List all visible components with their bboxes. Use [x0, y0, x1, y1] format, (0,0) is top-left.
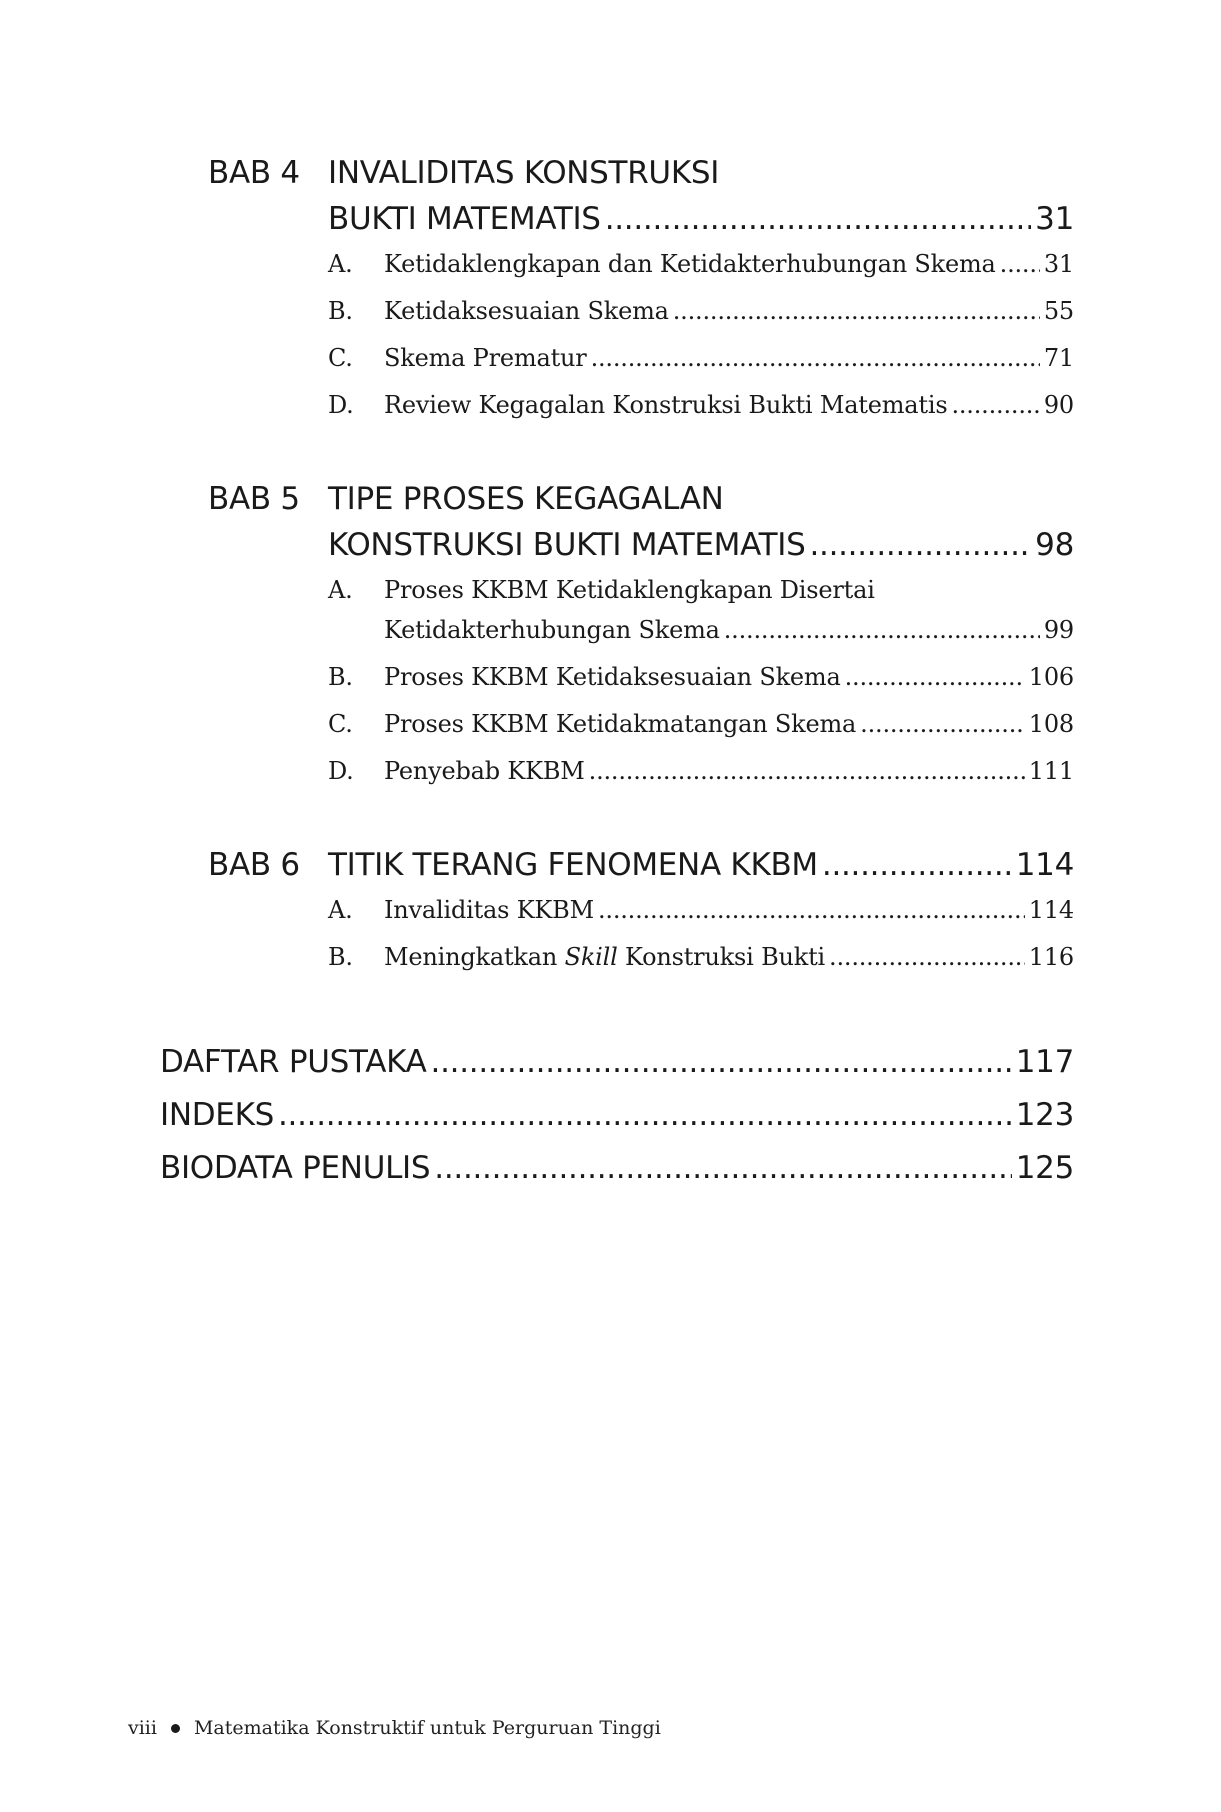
dot-leader: [724, 610, 1040, 650]
chapter-heading: [208, 150, 1074, 242]
section-entry: [328, 291, 1074, 331]
page-number: 90: [1043, 391, 1074, 419]
section-entry: [328, 657, 1074, 697]
page-number: 106: [1028, 663, 1074, 691]
page-number: 114: [1015, 847, 1074, 883]
dot-leader: [845, 657, 1025, 697]
section-title-entry: [384, 610, 1074, 650]
section-title: Ketidaksesuaian Skema: [384, 297, 669, 325]
chapter-title-line: KONSTRUKSI BUKTI MATEMATIS: [328, 527, 806, 563]
dot-leader: [673, 291, 1040, 331]
chapter-title: [328, 476, 1074, 568]
section-title-line: Proses KKBM Ketidaklengkapan Disertai: [384, 576, 875, 604]
bullet-icon: [171, 1724, 180, 1733]
page-number: 98: [1035, 527, 1074, 563]
chapter-bab-4: [208, 150, 1074, 425]
section-entry: [328, 570, 1074, 650]
chapter-title-entry: [328, 842, 1074, 888]
back-matter-title: DAFTAR PUSTAKA: [160, 1044, 427, 1080]
back-matter-list: [160, 1036, 1074, 1195]
section-title: [384, 937, 825, 977]
page-number: 55: [1043, 297, 1074, 325]
section-body: [384, 338, 1074, 378]
section-title-part: Meningkatkan: [384, 943, 565, 971]
section-title: Ketidaklengkapan dan Ketidakterhubungan Skema: [384, 250, 996, 278]
section-list: [208, 244, 1074, 425]
section-body: [384, 657, 1074, 697]
dot-leader: [589, 751, 1025, 791]
dot-leader: [860, 704, 1025, 744]
back-matter-title: BIODATA PENULIS: [160, 1150, 431, 1186]
section-title: Invaliditas KKBM: [384, 896, 594, 924]
section-body: [384, 890, 1074, 930]
dot-leader: [431, 1036, 1012, 1089]
section-letter: C.: [328, 344, 353, 372]
section-title: Ketidakterhubungan Skema: [384, 616, 720, 644]
chapter-number: BAB 5: [208, 481, 300, 517]
chapter-number: BAB 6: [208, 847, 300, 883]
dot-leader: [591, 338, 1040, 378]
section-body: [384, 751, 1074, 791]
chapter-title-line: INVALIDITAS KONSTRUKSI: [328, 155, 720, 191]
section-letter: A.: [328, 576, 353, 604]
chapter-title-entry: [328, 196, 1074, 242]
footer-book-title: Matematika Konstruktif untuk Perguruan Tinggi: [193, 1717, 661, 1739]
section-letter: A.: [328, 896, 353, 924]
chapter-title-line: TIPE PROSES KEGAGALAN: [328, 481, 724, 517]
chapter-title-entry: [328, 522, 1074, 568]
back-matter-title: INDEKS: [160, 1097, 274, 1133]
dot-leader: [822, 842, 1012, 888]
page-number: 31: [1035, 201, 1074, 237]
section-title: Penyebab KKBM: [384, 757, 585, 785]
section-title: Proses KKBM Ketidakmatangan Skema: [384, 710, 857, 738]
page-number: 114: [1028, 896, 1074, 924]
chapter-title: [328, 150, 1074, 242]
page-number: 31: [1043, 250, 1074, 278]
back-matter-entry: [160, 1036, 1074, 1089]
section-entry: [328, 704, 1074, 744]
section-body: [384, 937, 1074, 977]
chapter-title-line: TITIK TERANG FENOMENA KKBM: [328, 847, 818, 883]
chapter-title-line: BUKTI MATEMATIS: [328, 201, 601, 237]
page-number: 108: [1028, 710, 1074, 738]
chapter-heading: [208, 842, 1074, 888]
dot-leader: [951, 385, 1039, 425]
dot-leader: [809, 522, 1031, 568]
section-entry: [328, 338, 1074, 378]
section-body: [384, 570, 1074, 650]
page-number: 111: [1028, 757, 1074, 785]
section-body: [384, 385, 1074, 425]
section-body: [384, 291, 1074, 331]
section-letter: D.: [328, 391, 354, 419]
page-number: 116: [1028, 943, 1074, 971]
section-body: [384, 244, 1074, 284]
page-number: 117: [1015, 1044, 1074, 1080]
page-footer: [128, 1717, 661, 1739]
back-matter-entry: [160, 1142, 1074, 1195]
dot-leader: [1000, 244, 1040, 284]
dot-leader: [605, 196, 1031, 242]
section-title: Skema Prematur: [384, 344, 587, 372]
section-entry: [328, 937, 1074, 977]
section-body: [384, 704, 1074, 744]
dot-leader: [829, 937, 1025, 977]
page-number: 99: [1043, 616, 1074, 644]
section-title: Proses KKBM Ketidaksesuaian Skema: [384, 663, 841, 691]
section-entry: [328, 890, 1074, 930]
section-letter: D.: [328, 757, 354, 785]
section-letter: B.: [328, 297, 353, 325]
dot-leader: [434, 1142, 1011, 1195]
footer-page-number: viii: [128, 1717, 157, 1739]
page-number: 71: [1043, 344, 1074, 372]
chapter-bab-5: [208, 476, 1074, 791]
page-number: 125: [1015, 1150, 1074, 1186]
dot-leader: [278, 1089, 1012, 1142]
section-letter: B.: [328, 943, 353, 971]
section-letter: A.: [328, 250, 353, 278]
section-list: [208, 890, 1074, 977]
chapter-number: BAB 4: [208, 155, 300, 191]
section-entry: [328, 751, 1074, 791]
section-title-part: Konstruksi Bukti: [617, 943, 826, 971]
chapter-title: [328, 842, 1074, 888]
back-matter-entry: [160, 1089, 1074, 1142]
section-letter: B.: [328, 663, 353, 691]
chapter-heading: [208, 476, 1074, 568]
section-title: Review Kegagalan Konstruksi Bukti Matematis: [384, 391, 948, 419]
section-letter: C.: [328, 710, 353, 738]
section-title-italic: Skill: [564, 943, 618, 971]
section-list: [208, 570, 1074, 791]
chapter-bab-6: [208, 842, 1074, 977]
dot-leader: [598, 890, 1025, 930]
section-entry: [328, 385, 1074, 425]
section-entry: [328, 244, 1074, 284]
page-number: 123: [1015, 1097, 1074, 1133]
